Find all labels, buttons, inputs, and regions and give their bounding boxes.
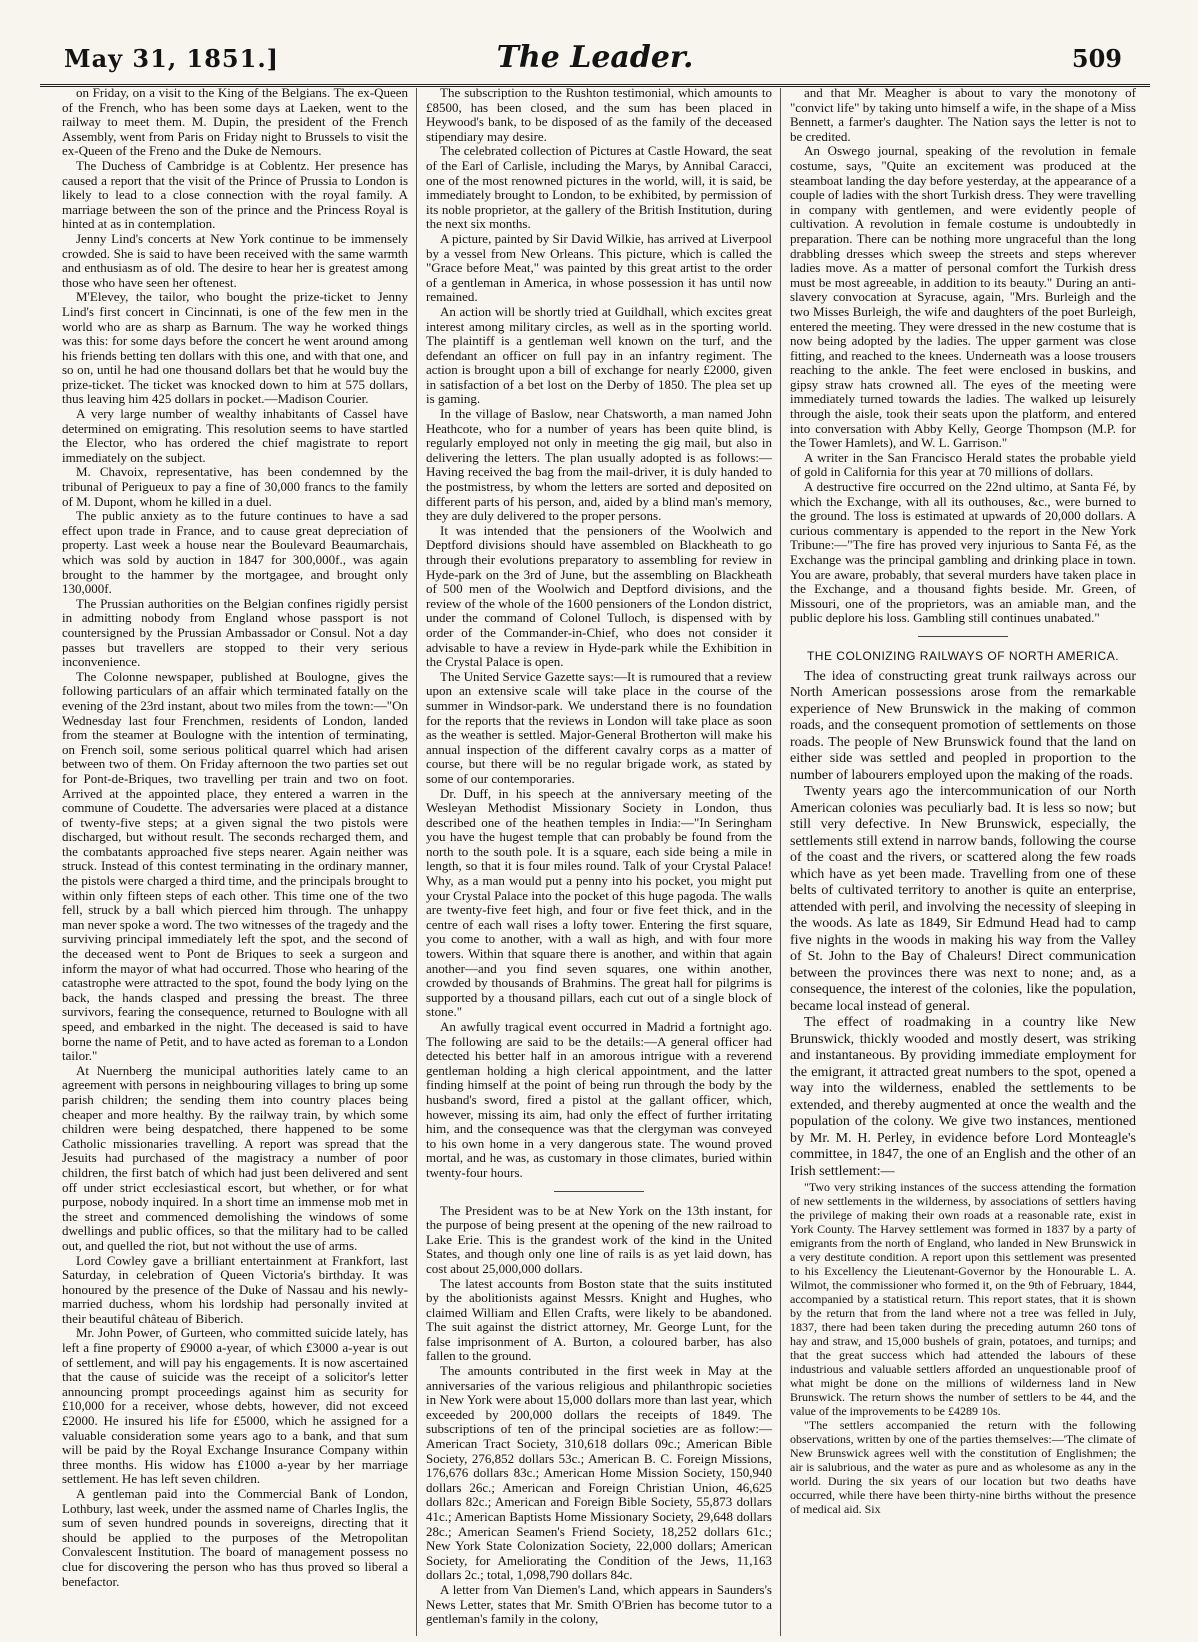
article-paragraph: The public anxiety as to the future continues to have a sad effect upon trade in France, and to cause great depreciation of property. Last week a house near the Boulevard Beaumarchais, which was sold by auction in 1847 for 300,000f., was again brought to the hammer by the mortgagee, and brought only 130,000f. [62,508,408,597]
quote-paragraph: "The settlers accompanied the return with the following observations, written by one of the parties themselves:—'The climate of New Brunswick agrees well with the constitution of Englishmen; the air is salubrious, and the water as pure and as wholesome as any in the world. During the six years of our location but two deaths have occurred, while there have been thirty-nine births without the presence of medical aid. Six [790,1418,1136,1517]
article-paragraph: In the village of Baslow, near Chatsworth, a man named John Heathcote, who for a number of years has been quite blind, is regularly employed not only in meeting the gig mail, but also in delivering the letters. The plan usually adopted is as follows:—Having received the bag from the mail-driver, it is duly handed to the postmistress, by whom the letters are sorted and deposited on different parts of his person, and, aided by a blind man's memory, they are duly delivered to the proper persons. [426,406,772,524]
column-1 [62,86,408,1636]
article-paragraph: It was intended that the pensioners of the Woolwich and Deptford divisions should have assembled on Blackheath to go through their evolutions preparatory to assembling for review in Hyde-park on the 3rd of June, but the assembling on Blackheath of 500 men of the Woolwich and Deptford divisions, and the review of the whole of the 1600 pensioners of the London district, under the command of Colonel Tulloch, is dispensed with by order of the Commander-in-Chief, who does not consider it advisable to have a review in Hyde-park while the Exhibition in the Crystal Palace is open. [426,522,772,670]
article-paragraph: The effect of roadmaking in a country like New Brunswick, thickly wooded and mostly desert, was striking and instantaneous. By providing immediate employment for the emigrant, it attracted great numbers to the spot, opened a way into the wilderness, enabled the settlements to be extended, and thereby augmented at once the wealth and the population of the colony. We give two instances, mentioned by Mr. M. H. Perley, in evidence before Lord Monteagle's committee, in 1847, the one of an English and the other of an Irish settlement:— [790,1015,1136,1179]
article-paragraph: An Oswego journal, speaking of the revolution in female costume, says, "Quite an excitement was produced at the steamboat landing the day before yesterday, at the appearance of a couple of ladies with the short Turkish dress. They were travelling in company with gentlemen, and were evidently people of cultivation. A revolution in female costume is undoubtedly in preparation. There can be nothing more ungraceful than the long drabbling dresses which sweep the streets and steps wherever ladies move. As a matter of personal comfort the Turkish dress must be most agreeable, in addition to its beauty." During an anti-slavery convocation at Syracuse, again, "Mrs. Burleigh and the two Misses Burleigh, the wife and daughters of the poet Burleigh, entered the meeting. They were dressed in the new costume that is now being adopted by the ladies. The upper garment was close fitting, and reached to the knees. Underneath was a loose trousers reaching to the ankle. The feet were enclosed in buskins, and gipsy straw hats crowned all. The eyes of the meeting were immediately turned towards the ladies. The walked up leisurely through the aisle, took their seats upon the platform, and entered into conversation with Abby Kelly, George Thompson (M.P. for the Tower Hamlets), and W. L. Garrison." [790,143,1136,451]
article-paragraph: on Friday, on a visit to the King of the Belgians. The ex-Queen of the French, who has been some days at Laeken, went to the railway to meet them. M. Dupin, the president of the French Assembly, went from Paris on Friday night to Brussels to visit the ex-Queen of the Freno and the Duke de Nemours. [62,86,408,159]
article-paragraph: Lord Cowley gave a brilliant entertainment at Frankfort, last Saturday, in celebration of Queen Victoria's birthday. It was honoured by the presence of the Duke of Nassau and his newly-married duchess, whom his lordship had personally invited at their beautiful château of Biberich. [62,1252,408,1326]
quoted-evidence [790,1180,1136,1516]
article-paragraph: A letter from Van Diemen's Land, which appears in Saunders's News Letter, states that Mr. Smith O'Brien has become tutor to a gentleman's family in the colony, [426,1581,772,1627]
article-paragraph: An awfully tragical event occurred in Madrid a fortnight ago. The following are said to be the details:—A general officer had detected his better half in an amorous intrigue with a reverend gentleman holding a high clerical appointment, and the latter finding himself at the point of being run through the body by the husband's sword, fired a pistol at the gallant officer, which, however, missing its aim, had only the effect of further irritating him, and the consequence was that the clergyman was conveyed to his own home in a very dangerous state. The wound proved mortal, and he was, as customary in those climates, buried within twenty-four hours. [426,1019,772,1180]
section-divider [918,636,1008,637]
article-paragraph: The subscription to the Rushton testimonial, which amounts to £8500, has been closed, and the sum has been placed in Heywood's bank, to be disposed of as the family of the deceased stipendiary may desire. [426,86,772,144]
article-paragraph: and that Mr. Meagher is about to vary the monotony of "convict life" by taking unto himself a wife, in the shape of a Miss Bennett, a farmer's daughter. The Nation says the letter is not to be credited. [790,86,1136,144]
article-paragraph: Dr. Duff, in his speech at the anniversary meeting of the Wesleyan Methodist Missionary Society in London, thus described one of the heathen temples in India:—"In Seringham you have the hugest temple that can probably be found from the north to the south pole. It is a square, each side being a mile in length, so that it is four miles round. Talk of your Crystal Palace! Why, as a man would put a penny into his pocket, you might put your Crystal Palace into the pocket of this huge pagoda. The walls are twenty-five feet high, and four or five feet thick, and in the centre of each wall rises a lofty tower. Entering the first square, you come to another, with a wall as high, and with four more towers. Within that square there is another, and within that again another—and you find seven squares, one within another, crowded by thousands of Brahmins. The great hall for pilgrims is supported by a thousand pillars, each cut out of a single block of stone." [426,785,772,1020]
column-rule [780,88,781,1636]
article-paragraph: The United Service Gazette says:—It is rumoured that a review upon an extensive scale will take place in the course of the summer in Windsor-park. We understand there is no foundation for the reports that the reviews in London will take place as soon as the weather is settled. Major-General Brotherton will make his annual inspection of the different cavalry corps as a matter of course, but there will be no regular brigade work, as stated by some of our contemporaries. [426,668,772,786]
article-paragraph: The Duchess of Cambridge is at Coblentz. Her presence has caused a report that the visit of the Prince of Prussia to London is likely to lead to a close connection with the royal family. A marriage between the son of the prince and the Princess Royal is hinted at as in contemplation. [62,157,408,232]
page-number: 509 [1071,44,1122,73]
article-paragraph: M. Chavoix, representative, has been condemned by the tribunal of Perigueux to pay a fine of 30,000 francs to the family of M. Dupont, whom he killed in a duel. [62,464,408,509]
page-header [40,38,1150,87]
section-heading: THE COLONIZING RAILWAYS OF NORTH AMERICA. [806,648,1120,663]
quote-paragraph: "Two very striking instances of the success attending the formation of new settlements in the wilderness, by associations of settlers having the privilege of making their own roads at a reasonable rate, exist in York County. The Harvey settlement was formed in 1837 by a party of emigrants from the north of England, who landed in New Brunswick in a very destitute condition. A report upon this settlement was presented to his Excellency the Lieutenant-Governor by the Honourable L. A. Wilmot, the commissioner who formed it, on the 9th of February, 1844, accompanied by a statistical return. This report states, that it is shown by the return that from the land where not a tree was felled in July, 1837, there had been taken during the preceding autumn 260 tons of hay and straw, and 15,000 bushels of grain, potatoes, and turnips; and that the great success which had attended the labours of these industrious and valuable settlers afforded an unquestionable proof of what might be done on the millions of wilderness land in New Brunswick. The return shows the number of settlers to be 44, and the value of the improvements to be £4289 10s. [790,1180,1136,1419]
article-paragraph: A writer in the San Francisco Herald states the probable yield of gold in California for this year at 70 millions of dollars. [790,449,1136,480]
section-divider [554,1191,644,1192]
article-paragraph: A destructive fire occurred on the 22nd ultimo, at Santa Fé, by which the Exchange, with all its outhouses, &c., were burned to the ground. The loss is estimated at upwards of 20,000 dollars. A curious commentary is appended to the report in the New York Tribune:—"The fire has proved very injurious to Santa Fé, as the Exchange was the principal gambling and drinking place in town. You are aware, probably, that several murders have taken place in the Exchange, and a thousand fights beside. Mr. Green, of Missouri, one of the proprietors, was an amiable man, and the public deplore his loss. Gambling still continues unabated." [790,479,1136,626]
article-paragraph: A gentleman paid into the Commercial Bank of London, Lothbury, last week, under the assmed name of Charles Inglis, the sum of seven hundred pounds in sovereigns, directing that it should be applied to the purposes of the Metropolitan Convalescent Institution. The board of management possess no clue for discovering the person who has thus proved so liberal a benefactor. [62,1486,408,1589]
article-paragraph: The idea of constructing great trunk railways across our North American possessions arose from the remarkable experience of New Brunswick in the making of common roads, and the consequent promotion of settlements on those roads. The people of New Brunswick found that the land on either side was settled and peopled in proportion to the number of labourers employed upon the making of the roads. [790,668,1136,783]
article-paragraph: The latest accounts from Boston state that the suits instituted by the abolitionists against Messrs. Knight and Hughes, who claimed William and Ellen Crafts, were likely to be abandoned. The suit against the district attorney, Mr. George Lunt, for the false imprisonment of A. Burton, a coloured barber, has also fallen to the ground. [426,1275,772,1364]
issue-date: May 31, 1851.] [64,44,280,73]
masthead-title: The Leader. [496,40,694,75]
article-paragraph: A very large number of wealthy inhabitants of Cassel have determined on emigrating. This resolution seems to have startled the Elector, who has ordered the chief magistrate to report immediately on the subject. [62,406,408,465]
article-paragraph: An action will be shortly tried at Guildhall, which excites great interest among military circles, as well as in the sporting world. The plaintiff is a gentleman well known on the turf, and the defendant an officer on full pay in an infantry regiment. The action is brought upon a bill of exchange for nearly £2000, given in satisfaction of a bet lost on the Derby of 1850. The plea set up is gaming. [426,303,772,407]
feature-article [790,669,1136,1181]
column-2 [426,86,772,1636]
article-paragraph: Jenny Lind's concerts at New York continue to be immensely crowded. She is said to have been received with the same warmth and enthusiasm as of old. The desire to hear her is greatest among those who have seen her oftenest. [62,230,408,290]
article-paragraph: The President was to be at New York on the 13th instant, for the purpose of being present at the opening of the new railroad to Lake Erie. This is the grandest work of the kind in the United States, and though only one line of rails is as yet laid down, has cost about 25,000,000 dollars. [426,1202,772,1276]
article-paragraph: The Colonne newspaper, published at Boulogne, gives the following particulars of an affair which terminated fatally on the evening of the 23rd instant, about two miles from the town:—"On Wednesday last four Frenchmen, residents of London, landed from the steamer at Boulogne with the intention of terminating, on French soil, some serious political quarrel which had arisen between two of them. On Friday afternoon the two parties set out for Pont-de-Briques, two travelling per train and two on foot. Arrived at the appointed place, they entered a warren in the commune of Coudette. The adversaries were placed at a distance of twenty-five steps; at a given signal the two pistols were discharged, but without result. The seconds recharged them, and the combatants approached five steps nearer. Again neither was struck. Instead of this contest terminating in the ordinary manner, the pistols were charged a third time, and the principals brought to within only fifteen steps of each other. This time one of the two fell, struck by a ball which pierced him through. The unhappy man never spoke a word. The two witnesses of the tragedy and the surviving principal immediately left the spot, and the second of the deceased went to Pont de Briques to seek a surgeon and inform the mayor of what had occurred. Those who hearing of the catastrophe were attracted to the spot, found the body lying on the back, the hands clasped and pressing the breast. The three survivors, fearing the consequence, returned to Boulogne with all speed, and embarked in the night. The deceased is said to have borne the name of Petit, and to have acted as foreman to a London tailor." [62,668,408,1064]
article-paragraph: At Nuernberg the municipal authorities lately came to an agreement with persons in neighbouring villages to bring up some parish children; the sending them into country places being cheaper and more healthy. By the railway train, by which some children were being despatched, there happened to be some Catholic missionaries travelling. A report was spread that the Jesuits had purchased of the magistracy a number of poor children, the first batch of which had just been delivered and sent off under strict ecclesiastical escort, but whether, or for what purpose, nobody inquired. In a short time an immense mob met in the street and commenced demolishing the windows of some dwellings and public offices, so that the military had to be called out, and quelled the riot, but not without the use of arms. [62,1062,408,1253]
article-paragraph: Mr. John Power, of Gurteen, who committed suicide lately, has left a fine property of £9000 a-year, of which £3000 a-year is out of settlement, and will pay his engagements. It is now ascertained that the cause of suicide was the receipt of a solicitor's letter announcing prompt proceedings against him as security for £10,000 for a receiver, whose debts, however, did not exceed £2000. He insured his life for £5000, which he assigned for a valuable consideration some years ago to a bank, and that sum will be paid by the Royal Exchange Insurance Company within three months. His widow has £1000 a-year by her marriage settlement. He has left seven children. [62,1325,408,1487]
article-paragraph: A picture, painted by Sir David Wilkie, has arrived at Liverpool by a vessel from New Orleans. This picture, which is called the "Grace before Meat," was painted by this great artist to the order of a gentleman in America, in whose possession it has until now remained. [426,230,772,305]
article-paragraph: M'Elevey, the tailor, who bought the prize-ticket to Jenny Lind's first concert in Cincinnati, is one of the few men in the world who are as sharp as Barnum. The way he worked things was this: for some days before the concert he went around among his friends betting ten dollars with this one, and with that one, and so on, until he had one thousand dollars bet that he would buy the prize-ticket. The ticket was knocked down to him at 575 dollars, thus leaving him 425 dollars in pocket.—Madison Courier. [62,289,408,407]
column-rule [416,88,417,1636]
column-3 [790,86,1136,1636]
article-paragraph: Twenty years ago the intercommunication of our North American colonies was peculiarly bad. It is less so now; but still very defective. In New Brunswick, especially, the settlements still extend in narrow bands, following the course of the coast and the rivers, or scattered along the few roads which have as yet been made. Travelling from one of these belts of cultivated territory to another is quite an enterprise, attended with peril, and involving the necessity of sleeping in the woods. As late as 1849, Sir Edmund Head had to camp five nights in the woods in making his way from the Valley of St. John to the Bay of Chaleurs! Direct communication between the provinces there was next to none; and, as a consequence, the interest of the colonies, like the population, became local instead of general. [790,784,1136,1014]
article-paragraph: The celebrated collection of Pictures at Castle Howard, the seat of the Earl of Carlisle, including the Marys, by Annibal Caracci, one of the most renowned pictures in the world, will, it is said, be immediately brought to London, to be exhibited, by permission of its noble proprietor, at the gallery of the British Institution, during the next six months. [426,143,772,232]
article-paragraph: The amounts contributed in the first week in May at the anniversaries of the various religious and philanthropic societies in New York were about 15,000 dollars more than last year, which exceeded by 200,000 dollars the receipts of 1849. The subscriptions of ten of the principal societies are as follow:—American Tract Society, 310,618 dollars 09c.; American Bible Society, 276,852 dollars 53c.; American B. C. Foreign Missions, 176,676 dollars 83c.; American Home Mission Society, 150,940 dollars 26c.; American and Foreign Christian Union, 46,625 dollars 82c.; American and Foreign Bible Society, 55,873 dollars 41c.; American Baptists Home Missionary Society, 29,648 dollars 28c.; American Seamen's Friend Society, 18,252 dollars 61c.; New York State Colonization Society, 22,000 dollars; American Society, for Ameliorating the Condition of the Jews, 11,163 dollars 2c.; total, 1,098,790 dollars 84c. [426,1363,772,1583]
article-paragraph: The Prussian authorities on the Belgian confines rigidly persist in admitting nobody from England whose passport is not countersigned by the Prussian Ambassador or Consul. Not a day passes but travellers are stopped to their very serious inconvenience. [62,595,408,670]
